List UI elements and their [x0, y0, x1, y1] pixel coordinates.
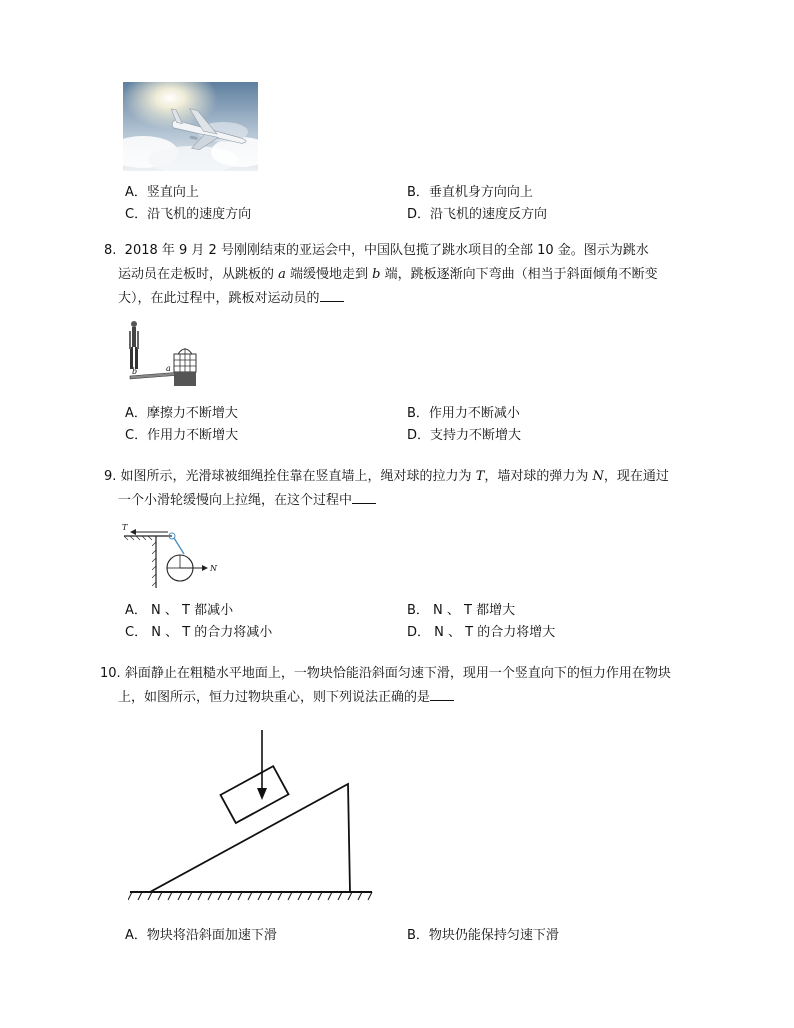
- q9-line1-a: 如图所示，光滑球被细绳拴住靠在竖直墙上，绳对球的拉力为: [120, 469, 476, 484]
- q8-option-b: B．作用力不断减小: [407, 406, 520, 421]
- q8-stem: [104, 239, 704, 311]
- figure-label-n: N: [210, 564, 217, 573]
- q7-option-b: B．垂直机身方向向上: [407, 185, 533, 200]
- q10-option-a: A．物块将沿斜面加速下滑: [125, 928, 277, 943]
- q8-line2-b: 端缓慢地走到: [285, 267, 373, 282]
- springboard-label-a: a: [166, 364, 171, 373]
- q9-number: 9.: [104, 469, 117, 484]
- q9-line1-c: ，现在通过: [603, 469, 669, 484]
- q10-line1: 斜面静止在粗糙水平地面上，一物块恰能沿斜面匀速下滑，现用一个竖直向下的恒力作用在物块: [124, 666, 671, 681]
- springboard-figure: [124, 318, 200, 390]
- q9-option-d: D． N 、 T 的合力将增大: [407, 625, 556, 640]
- q7-option-d: D．沿飞机的速度反方向: [407, 207, 548, 222]
- q9-answer-blank: [352, 491, 376, 504]
- q8-line1: 2018 年 9 月 2 号刚刚结束的亚运会中，中国队包揽了跳水项目的全部 10 金。图示为跳水: [124, 243, 649, 258]
- q10-option-b: B．物块仍能保持匀速下滑: [407, 928, 559, 943]
- q9-line1-b: ，墙对球的弹力为: [484, 469, 593, 484]
- q9-option-b: B． N 、 T 都增大: [407, 603, 516, 618]
- q8-answer-blank: [320, 289, 344, 302]
- q8-option-a: A．摩擦力不断增大: [125, 406, 238, 421]
- q9-line2: 一个小滑轮缓慢向上拉绳，在这个过程中: [118, 493, 353, 508]
- ball-wall-figure: [120, 518, 220, 590]
- incline-figure: [128, 728, 376, 910]
- q8-line2-a: 运动员在走板时，从跳板的: [118, 267, 279, 282]
- springboard-label-b: b: [132, 367, 138, 376]
- q9-stem: [104, 465, 704, 513]
- q10-line2: 上，如图所示，恒力过物块重心，则下列说法正确的是: [118, 690, 431, 705]
- q10-answer-blank: [430, 688, 454, 701]
- q8-var-b: b: [372, 267, 381, 282]
- q10-stem: [100, 662, 700, 710]
- q7-option-a: A．竖直向上: [125, 185, 199, 200]
- q8-line3: 大），在此过程中，跳板对运动员的: [118, 291, 320, 306]
- airplane-image: [123, 82, 258, 171]
- q8-var-a: a: [278, 267, 286, 282]
- q8-option-d: D．支持力不断增大: [407, 428, 522, 443]
- q8-line2-c: 端，跳板逐渐向下弯曲（相当于斜面倾角不断变: [380, 267, 658, 282]
- q8-option-c: C．作用力不断增大: [125, 428, 239, 443]
- q8-number: 8.: [104, 243, 117, 258]
- q10-number: 10.: [100, 666, 121, 681]
- q7-option-c: C．沿飞机的速度方向: [125, 207, 252, 222]
- q9-option-c: C． N 、 T 的合力将减小: [125, 625, 273, 640]
- q9-var-t: T: [475, 469, 485, 484]
- q9-var-n: N: [592, 469, 604, 484]
- q9-option-a: A． N 、 T 都减小: [125, 603, 234, 618]
- figure-label-t: T: [122, 523, 128, 532]
